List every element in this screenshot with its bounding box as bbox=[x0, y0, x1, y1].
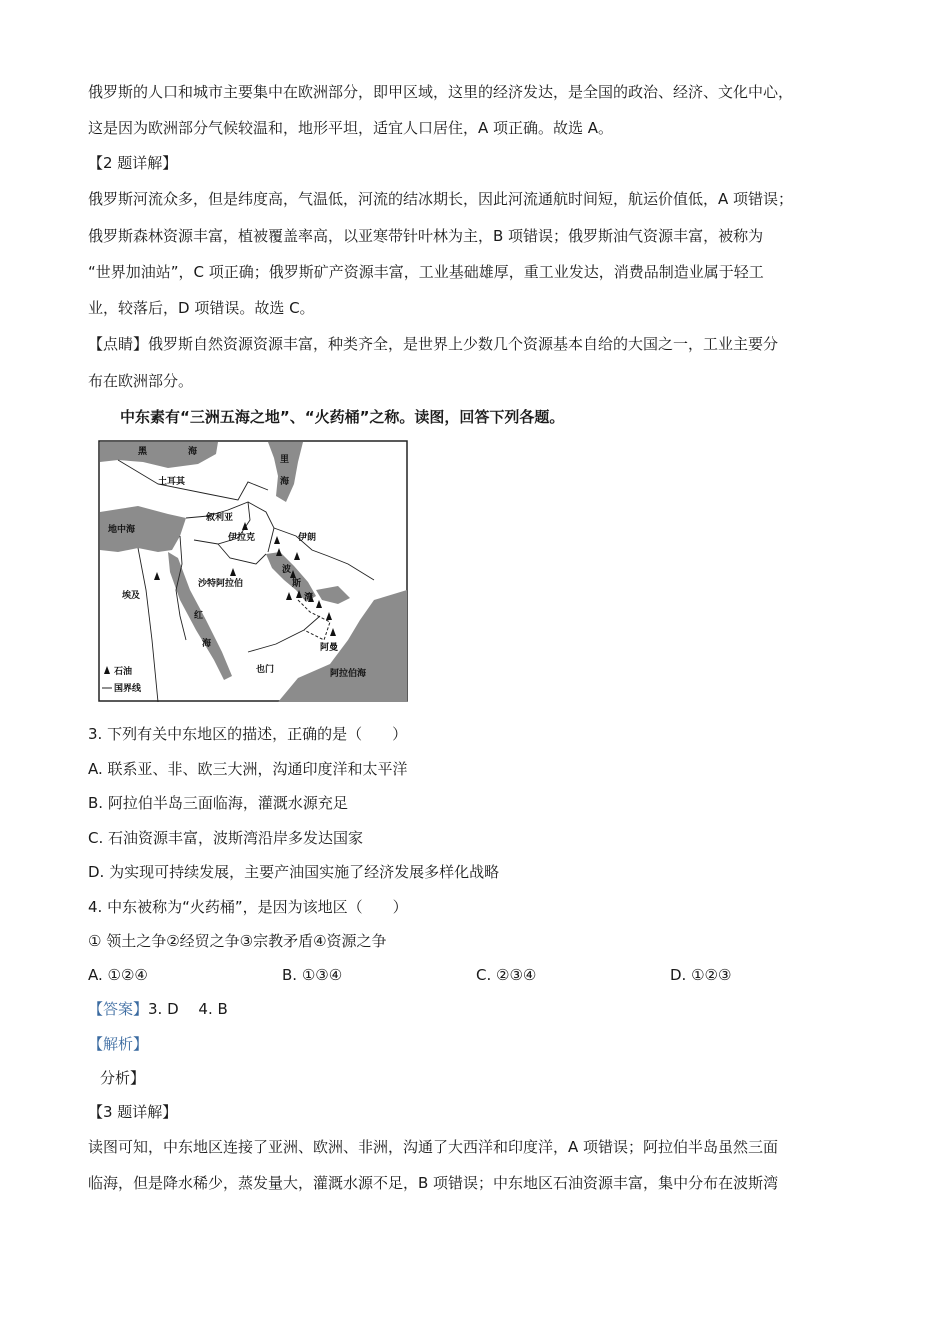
prev-answer-line-2: 这是因为欧洲部分气候较温和，地形平坦，适宜人口居住，A 项正确。故选 A。 bbox=[88, 119, 614, 137]
red-sea-label-2: 海 bbox=[202, 639, 212, 649]
analysis-label: 【解析】 bbox=[88, 1035, 149, 1053]
q3-option-d: D. 为实现可持续发展，主要产油国实施了经济发展多样化战略 bbox=[88, 863, 500, 881]
answer-text: 3. D 4. B bbox=[148, 1000, 228, 1018]
caspian-label: 里 bbox=[280, 455, 290, 465]
black-sea-label-2: 海 bbox=[188, 447, 198, 457]
analysis-sub: 分析】 bbox=[100, 1069, 146, 1087]
syria-label: 叙利亚 bbox=[206, 513, 234, 523]
iraq-label: 伊拉克 bbox=[228, 533, 256, 543]
q4-option-c: C. ②③④ bbox=[476, 966, 537, 984]
q4-option-b: B. ①③④ bbox=[282, 966, 343, 984]
answer-row bbox=[88, 999, 228, 1019]
arabian-sea-label: 阿拉伯海 bbox=[330, 669, 367, 679]
yemen-label: 也门 bbox=[256, 665, 275, 675]
caspian-label-2: 海 bbox=[280, 477, 290, 487]
q2-detail-line-2: 俄罗斯森林资源丰富，植被覆盖率高，以亚寒带针叶林为主，B 项错误；俄罗斯油气资源丰富，被称为 bbox=[88, 227, 764, 245]
q4-option-d: D. ①②③ bbox=[670, 966, 732, 984]
q2-detail-line-4: 业，较落后，D 项错误。故选 C。 bbox=[88, 299, 315, 317]
middle-east-map bbox=[98, 440, 408, 702]
q4-stem: 4. 中东被称为“火药桶”，是因为该地区（ ） bbox=[88, 898, 408, 916]
oman-label: 阿曼 bbox=[320, 643, 339, 653]
answer-label: 【答案】 bbox=[88, 1000, 149, 1018]
red-sea-label: 红 bbox=[194, 611, 204, 621]
q4-items: ① 领土之争②经贸之争③宗教矛盾④资源之争 bbox=[88, 932, 387, 950]
q3-detail-heading: 【3 题详解】 bbox=[88, 1103, 178, 1121]
comment-line-1: 【点睛】俄罗斯自然资源资源丰富，种类齐全，是世界上少数几个资源基本自给的大国之一，工业主要分 bbox=[88, 335, 779, 353]
turkey-label: 土耳其 bbox=[158, 477, 186, 487]
legend-border: 国界线 bbox=[114, 684, 142, 694]
question-intro: 中东素有“三洲五海之地”、“火药桶”之称。读图，回答下列各题。 bbox=[120, 408, 565, 426]
egypt-label: 埃及 bbox=[122, 591, 141, 601]
persian-gulf-label-2: 斯 bbox=[292, 579, 302, 589]
legend-oil: 石油 bbox=[114, 667, 133, 677]
q4-option-a: A. ①②④ bbox=[88, 966, 148, 984]
persian-gulf-label-3: 湾 bbox=[304, 593, 314, 603]
q3-stem: 3. 下列有关中东地区的描述，正确的是（ ） bbox=[88, 725, 408, 743]
q3-detail-line-2: 临海，但是降水稀少，蒸发量大，灌溉水源不足，B 项错误；中东地区石油资源丰富，集中分布在波斯湾 bbox=[88, 1174, 779, 1192]
q3-option-c: C. 石油资源丰富，波斯湾沿岸多发达国家 bbox=[88, 829, 364, 847]
black-sea-label: 黑 bbox=[138, 447, 148, 457]
saudi-label: 沙特阿拉伯 bbox=[198, 579, 244, 589]
comment-line-2: 布在欧洲部分。 bbox=[88, 372, 194, 390]
persian-gulf-label: 波 bbox=[282, 565, 292, 575]
q2-detail-line-3: “世界加油站”，C 项正确；俄罗斯矿产资源丰富，工业基础雄厚，重工业发达，消费品制造业属于轻工 bbox=[88, 263, 764, 281]
iran-label: 伊朗 bbox=[298, 533, 317, 543]
mediterranean-label: 地中海 bbox=[108, 525, 136, 535]
q2-detail-line-1: 俄罗斯河流众多，但是纬度高，气温低，河流的结冰期长，因此河流通航时间短，航运价值低，A 项错误； bbox=[88, 190, 794, 208]
prev-answer-line-1: 俄罗斯的人口和城市主要集中在欧洲部分，即甲区域，这里的经济发达，是全国的政治、经济、文化中心， bbox=[88, 83, 794, 101]
q3-option-b: B. 阿拉伯半岛三面临海，灌溉水源充足 bbox=[88, 794, 348, 812]
q2-detail-heading: 【2 题详解】 bbox=[88, 154, 178, 172]
q3-option-a: A. 联系亚、非、欧三大洲，沟通印度洋和太平洋 bbox=[88, 760, 408, 778]
q3-detail-line-1: 读图可知，中东地区连接了亚洲、欧洲、非洲，沟通了大西洋和印度洋，A 项错误；阿拉伯半岛虽然三面 bbox=[88, 1138, 779, 1156]
